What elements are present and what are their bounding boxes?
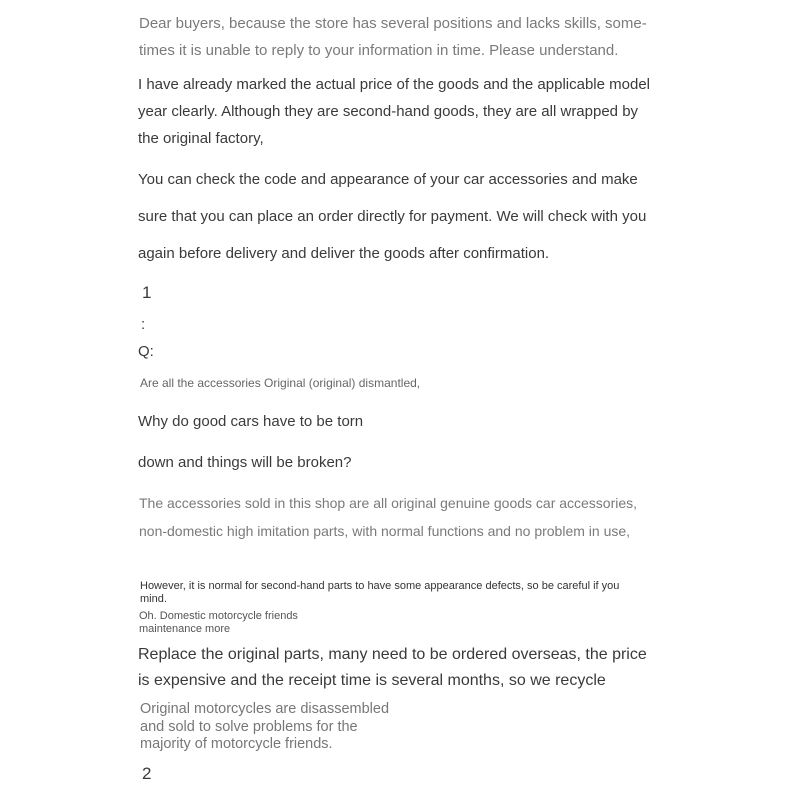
why-line-2: down and things will be broken? bbox=[138, 454, 352, 471]
domestic-line-2: maintenance more bbox=[139, 622, 231, 635]
domestic-note bbox=[139, 610, 389, 635]
faq-colon: : bbox=[141, 316, 146, 333]
replace-paragraph: Replace the original parts, many need to be ordered overseas, the price is expensive and the receipt time is several months, so we recycle bbox=[138, 646, 647, 689]
check-paragraph: You can check the code and appearance of your car accessories and make sure that you can place an order directly for payment. We will check with you again before delivery and deliver the goods after confirmation. bbox=[138, 171, 647, 262]
store-notice: Dear buyers, because the store has several positions and lacks skills, sometimes it is unable to reply to your information in time. Please understand. bbox=[139, 15, 647, 59]
faq-number-2: 2 bbox=[142, 764, 152, 783]
domestic-line-1: Oh. Domestic motorcycle friends bbox=[139, 610, 298, 622]
question-label: Q: bbox=[138, 343, 154, 360]
question-text: Are all the accessories Original (original) dismantled, bbox=[140, 376, 421, 390]
intro-paragraph: I have already marked the actual price of the goods and the applicable model year clearly. Although they are second-hand goods, they are all wrapped by the original factory, bbox=[138, 76, 650, 147]
answer-paragraph: The accessories sold in this shop are all original genuine goods car accessories, non-domestic high imitation parts, with normal functions and no problem in use, bbox=[139, 495, 638, 539]
disassembled-paragraph: Original motorcycles are disassembled and sold to solve problems for the majority of motorcycle friends. bbox=[140, 701, 390, 752]
defect-note: However, it is normal for second-hand parts to have some appearance defects, so be careful if you mind. bbox=[140, 580, 620, 605]
faq-number-1: 1 bbox=[142, 283, 152, 302]
why-line-1: Why do good cars have to be torn bbox=[138, 413, 364, 430]
